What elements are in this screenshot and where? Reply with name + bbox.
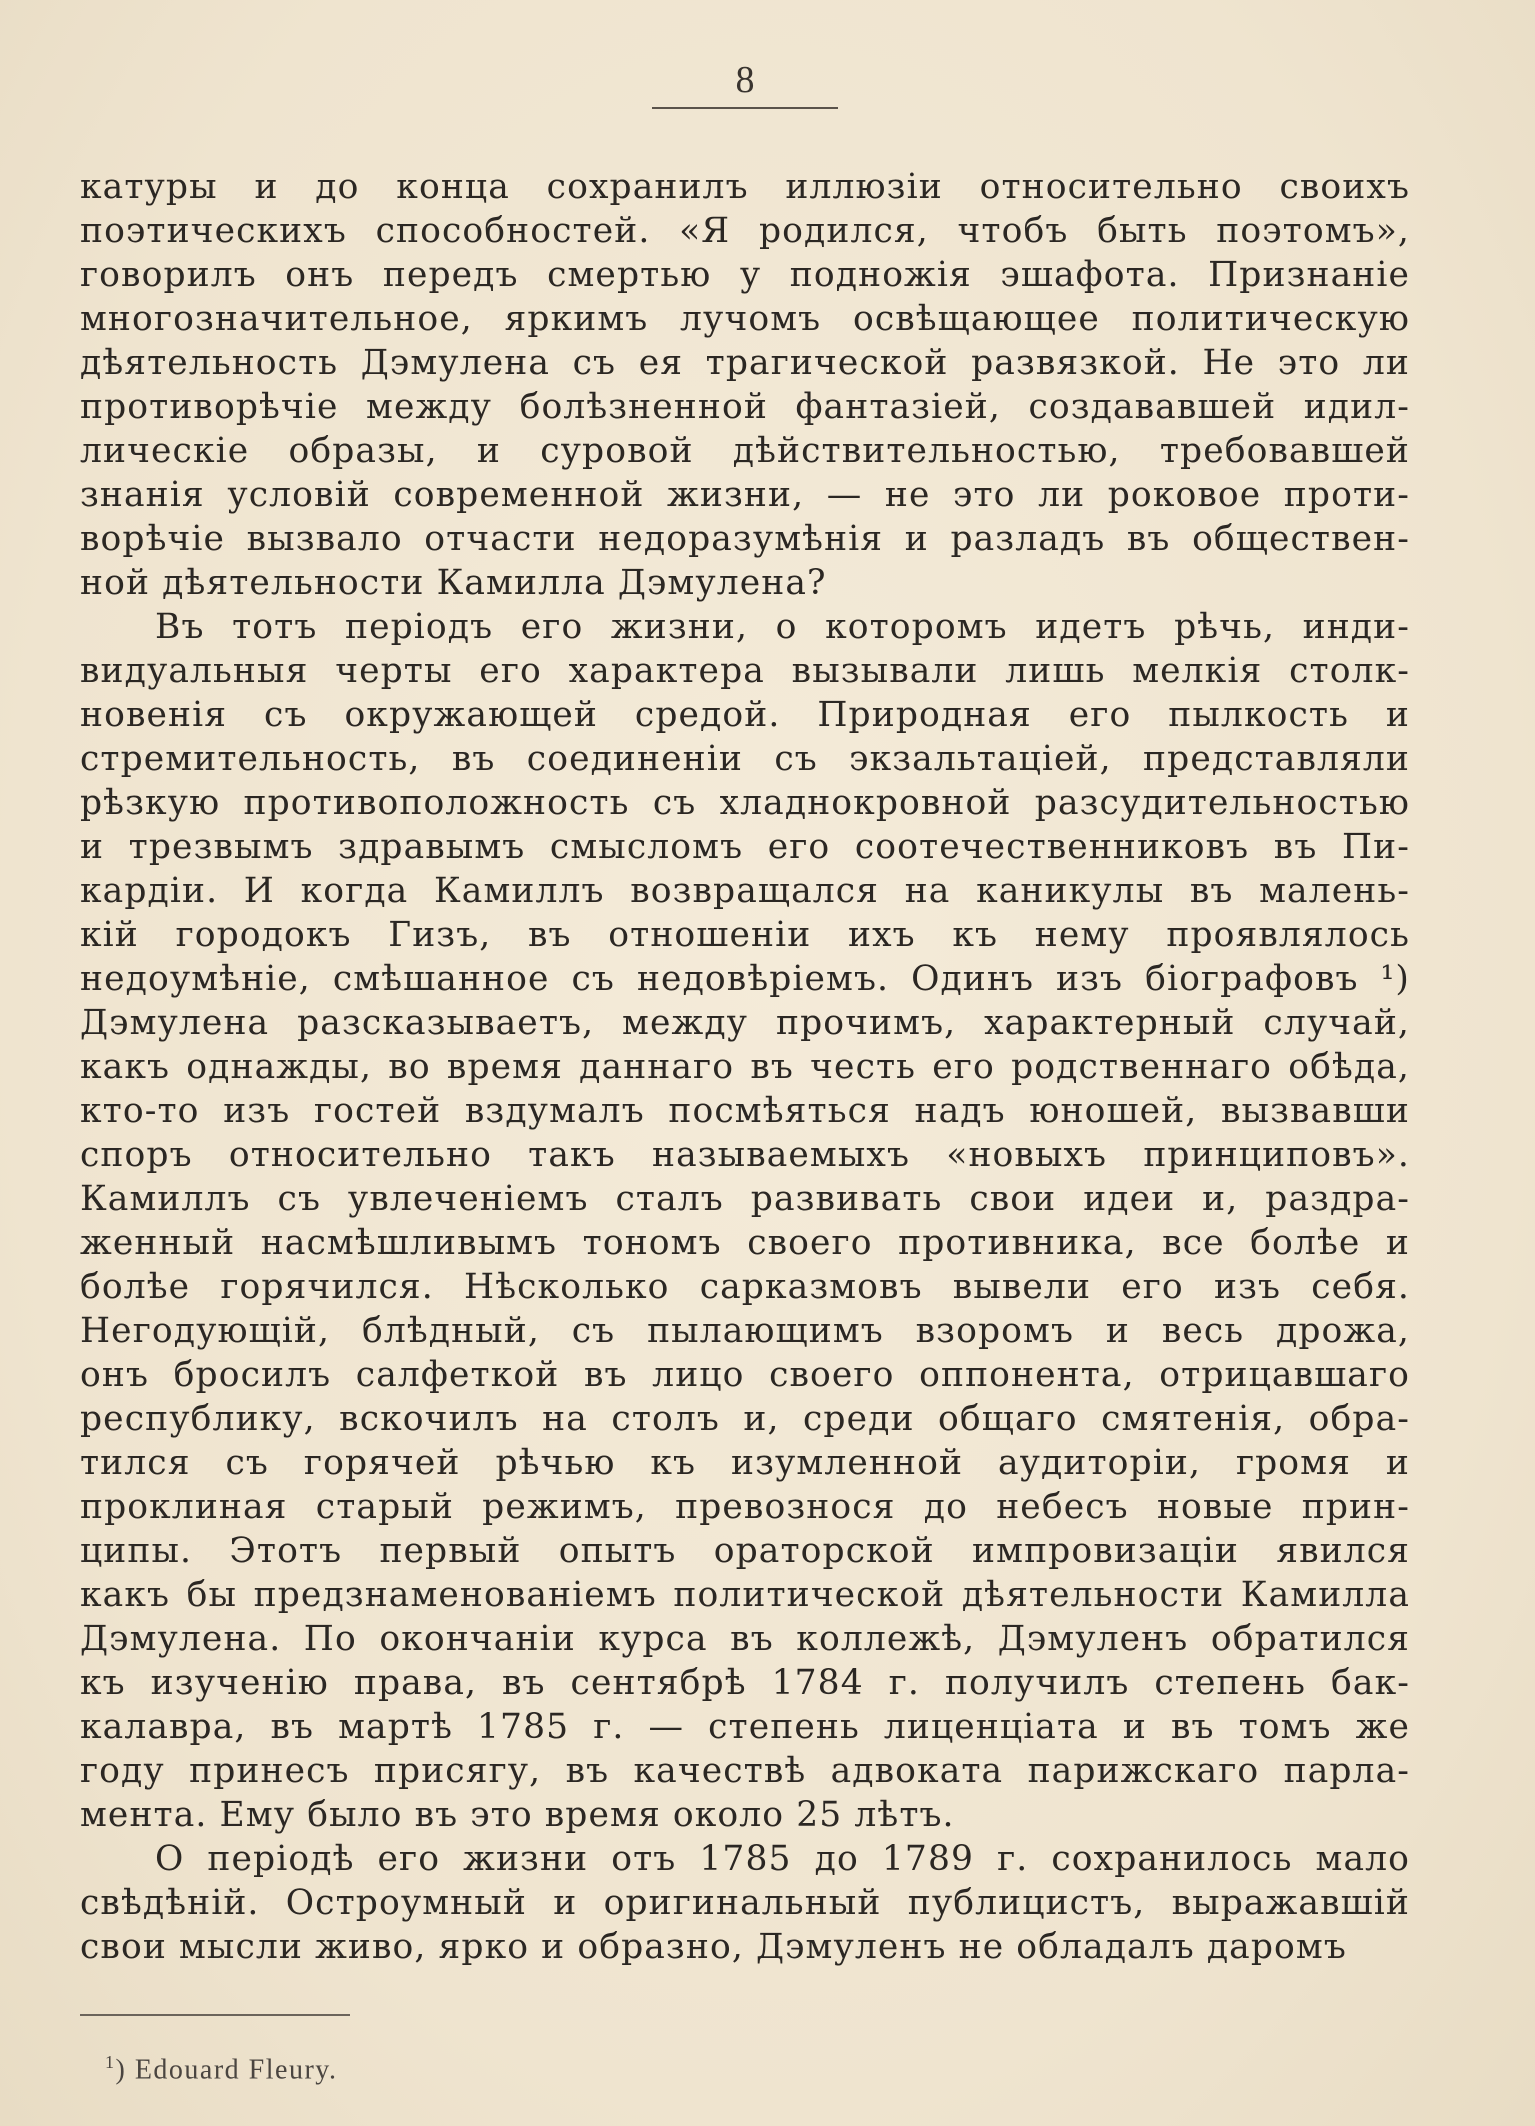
text-line: катуры и до конца сохранилъ иллюзіи относительно своихъ [80, 167, 1410, 207]
text-line: къ изученію права, въ сентябрѣ 1784 г. получилъ степень бак- [80, 1663, 1410, 1703]
text-line: поэтическихъ способностей. «Я родился, чтобъ быть поэтомъ», [80, 211, 1410, 251]
text-line: дѣятельность Дэмулена съ ея трагической развязкой. Не это ли [80, 343, 1410, 383]
paragraph [80, 1837, 1410, 1969]
text-line: болѣе горячился. Нѣсколько сарказмовъ вывели его изъ себя. [80, 1267, 1410, 1307]
text-line: мента. Ему было въ это время около 25 лѣтъ. [80, 1795, 955, 1835]
footnote [105, 2042, 337, 2090]
text-line: тился съ горячей рѣчью къ изумленной аудиторіи, громя и [80, 1443, 1410, 1483]
text-line: году принесъ присягу, въ качествѣ адвоката парижскаго парла- [80, 1751, 1410, 1791]
footnote-rule [80, 2014, 350, 2016]
header-rule [652, 107, 838, 109]
text-line: рѣзкую противоположность съ хладнокровной разсудительностью [80, 783, 1410, 823]
body-text [80, 165, 1410, 1969]
text-line: свѣдѣній. Остроумный и оригинальный публицистъ, выражавшій [80, 1883, 1410, 1923]
text-line: женный насмѣшливымъ тономъ своего противника, все болѣе и [80, 1223, 1410, 1263]
footnote-marker: 1 [105, 2052, 116, 2072]
text-line: свои мысли живо, ярко и образно, Дэмуленъ не обладалъ даромъ [80, 1927, 1347, 1967]
page-number: 8 [735, 59, 755, 101]
text-line: онъ бросилъ салфеткой въ лицо своего оппонента, отрицавшаго [80, 1355, 1410, 1395]
text-line: споръ относительно такъ называемыхъ «новыхъ принциповъ». [80, 1135, 1410, 1175]
text-line: какъ бы предзнаменованіемъ политической дѣятельности Камилла [80, 1575, 1410, 1615]
text-line: многозначительное, яркимъ лучомъ освѣщающее политическую [80, 299, 1410, 339]
text-line: ной дѣятельности Камилла Дэмулена? [80, 563, 827, 603]
text-line: проклиная старый режимъ, превознося до небесъ новые прин- [80, 1487, 1410, 1527]
text-line: видуальныя черты его характера вызывали лишь мелкія столк- [80, 651, 1410, 691]
text-line: какъ однажды, во время даннаго въ честь его родственнаго обѣда, [80, 1047, 1410, 1087]
text-line: О періодѣ его жизни отъ 1785 до 1789 г. сохранилось мало [155, 1839, 1410, 1879]
text-line: ворѣчіе вызвало отчасти недоразумѣнія и разладъ въ обществен- [80, 519, 1410, 559]
text-line: Дэмулена. По окончаніи курса въ коллежѣ, Дэмуленъ обратился [80, 1619, 1410, 1659]
text-line: лическіе образы, и суровой дѣйствительностью, требовавшей [80, 431, 1410, 471]
text-line: знанія условій современной жизни, — не это ли роковое проти- [80, 475, 1410, 515]
text-line: недоумѣніе, смѣшанное съ недовѣріемъ. Одинъ изъ біографовъ ¹) [80, 959, 1410, 999]
text-line: кто-то изъ гостей вздумалъ посмѣяться надъ юношей, вызвавши [80, 1091, 1410, 1131]
footnote-marker-paren: ) [115, 2054, 127, 2086]
text-line: говорилъ онъ передъ смертью у подножія эшафота. Признаніе [80, 255, 1410, 295]
text-line: Дэмулена разсказываетъ, между прочимъ, характерный случай, [80, 1003, 1410, 1043]
text-line: кардіи. И когда Камиллъ возвращался на каникулы въ малень- [80, 871, 1410, 911]
text-line: кій городокъ Гизъ, въ отношеніи ихъ къ нему проявлялось [80, 915, 1410, 955]
text-line: калавра, въ мартѣ 1785 г. — степень лиценціата и въ томъ же [80, 1707, 1410, 1747]
paragraph [80, 165, 1410, 605]
text-line: противорѣчіе между болѣзненной фантазіей, создававшей идил- [80, 387, 1410, 427]
text-line: республику, вскочилъ на столъ и, среди общаго смятенія, обра- [80, 1399, 1410, 1439]
text-line: и трезвымъ здравымъ смысломъ его соотечественниковъ въ Пи- [80, 827, 1410, 867]
text-line: стремительность, въ соединеніи съ экзальтаціей, представляли [80, 739, 1410, 779]
text-line: новенія съ окружающей средой. Природная его пылкость и [80, 695, 1410, 735]
footnote-text: Edouard Fleury. [134, 2054, 338, 2086]
paragraph [80, 605, 1410, 1837]
text-line: Негодующій, блѣдный, съ пылающимъ взоромъ и весь дрожа, [80, 1311, 1410, 1351]
text-line: ципы. Этотъ первый опытъ ораторской импровизаціи явился [80, 1531, 1410, 1571]
text-line: Камиллъ съ увлеченіемъ сталъ развивать свои идеи и, раздра- [80, 1179, 1410, 1219]
text-line: Въ тотъ періодъ его жизни, о которомъ идетъ рѣчь, инди- [155, 607, 1410, 647]
